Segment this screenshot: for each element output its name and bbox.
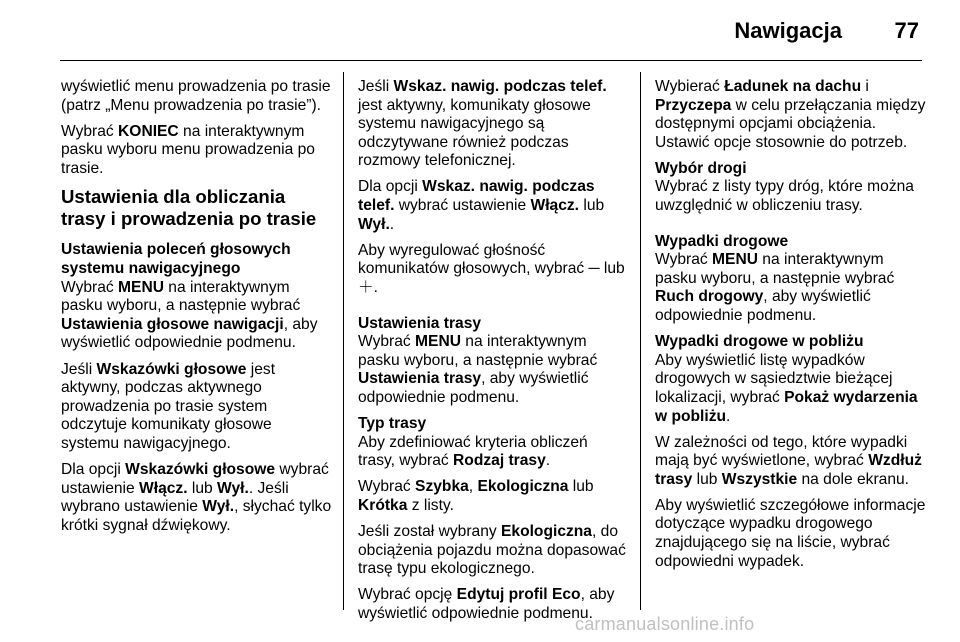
text: . — [726, 407, 731, 425]
text: Jeśli został wybrany — [358, 522, 501, 540]
paragraph — [655, 333, 929, 426]
menu-term: Wył. — [217, 479, 249, 497]
text: , — [468, 478, 478, 496]
page-title: Nawigacja — [734, 18, 842, 43]
text: . — [389, 215, 395, 233]
paragraph: Aby wyświetlić szczegółowe informacje dotyczące wypadku drogowego znajdującego się na liście, wybrać odpowiedni wypadek. — [655, 496, 926, 570]
text: i — [861, 78, 869, 95]
paragraph: wyświetlić menu prowadzenia po trasie (patrz „Menu prowadzenia po trasie”). — [61, 78, 331, 114]
paragraph — [61, 361, 333, 454]
menu-term: Wskazówki głosowe — [96, 360, 247, 378]
text: Wybrać — [61, 278, 119, 296]
text: na interaktywnym pasku wyboru, a następnie wybrać — [655, 251, 895, 287]
page-number: 77 — [894, 18, 919, 43]
text: Wybrać z listy typy dróg, które można uwzględnić w obliczeniu trasy. — [655, 178, 914, 215]
subheading: Ustawienia trasy — [358, 314, 482, 332]
menu-term: Edytuj profil Eco — [456, 586, 581, 604]
menu-term: Wszystkie — [721, 470, 798, 488]
menu-term: Wskaz. nawig. podczas telef. — [358, 178, 595, 215]
subheading: Ustawienia poleceń głosowych systemu nawigacyjnego — [61, 241, 291, 278]
menu-term: Włącz. — [139, 479, 188, 497]
menu-term: Wskazówki głosowe — [125, 461, 276, 478]
menu-term: Ruch drogowy — [655, 288, 764, 306]
text: na dole ekranu. — [797, 470, 910, 488]
column-1 — [61, 78, 333, 543]
text: Wybierać — [655, 78, 725, 95]
text: . Jeśli wybrano ustawienie — [61, 479, 289, 516]
menu-term: MENU — [415, 333, 461, 351]
text: Wybrać — [358, 478, 416, 496]
column-2 — [358, 78, 628, 631]
text: lub — [692, 470, 722, 488]
paragraph — [358, 315, 628, 408]
text: jest aktywny, komunikaty głosowe systemu nawigacyjnego są odczytywane również podczas rozmowy telefonicznej. — [358, 96, 591, 170]
paragraph — [61, 241, 333, 353]
subheading: Wybór drogi — [655, 159, 747, 177]
paragraph: Aby wyregulować głośność komunikatów głosowych, wybrać ─ lub ＋. — [358, 241, 625, 296]
menu-term: Wył. — [358, 215, 390, 233]
paragraph — [358, 415, 628, 471]
menu-term: MENU — [118, 278, 164, 296]
paragraph — [61, 123, 333, 179]
menu-term: Krótka — [358, 496, 408, 514]
paragraph — [358, 478, 628, 515]
subheading: Wypadki drogowe — [655, 232, 789, 250]
text: . — [545, 452, 551, 470]
paragraph — [655, 434, 929, 490]
page-header — [0, 0, 960, 62]
paragraph — [358, 523, 628, 579]
menu-term: Włącz. — [530, 197, 580, 215]
menu-term: Ładunek na dachu — [724, 78, 862, 95]
menu-term: KONIEC — [118, 122, 179, 140]
text: w celu przełączania między dostępnymi opcjami obciążenia. Ustawić opcje stosownie do potrzeb. — [655, 96, 926, 151]
text: z listy. — [407, 496, 454, 514]
text: Dla opcji — [61, 461, 126, 478]
subheading: Typ trasy — [358, 415, 427, 432]
paragraph — [61, 461, 333, 535]
text: wybrać ustawienie — [61, 461, 329, 497]
text: Aby wyświetlić listę wypadków drogowych w sąsiedztwie bieżącej lokalizacji, wybrać — [655, 351, 893, 406]
menu-term: MENU — [712, 251, 758, 269]
text: , aby wyświetlić odpowiednie podmenu. — [358, 586, 615, 622]
watermark: carmanualsonline.info — [575, 614, 755, 634]
text: Dla opcji — [358, 178, 423, 196]
subheading: Wypadki drogowe w pobliżu — [655, 333, 864, 351]
paragraph — [655, 160, 929, 216]
text: na interaktywnym pasku wyboru menu prowadzenia po trasie. — [61, 122, 315, 177]
column-divider — [343, 72, 344, 610]
text: , do obciążenia pojazdu można dopasować trasę typu ekologicznego. — [358, 522, 626, 578]
menu-term: Wzdłuż trasy — [655, 452, 922, 488]
paragraph — [655, 233, 929, 326]
text: Jeśli — [61, 360, 97, 378]
text: na interaktywnym pasku wyboru, a następnie wybrać — [358, 333, 598, 369]
paragraph — [655, 78, 929, 152]
menu-term: Ustawienia głosowe nawigacji — [61, 315, 284, 333]
text: Wybrać — [61, 122, 119, 140]
text: wybrać ustawienie — [394, 197, 531, 215]
text: Wybrać opcję — [358, 586, 457, 604]
text: Wybrać — [358, 333, 416, 351]
text: W zależności od tego, które wypadki mają być wyświetlone, wybrać — [655, 433, 908, 470]
paragraph — [358, 78, 628, 171]
text: , aby wyświetlić odpowiednie podmenu. — [61, 315, 318, 352]
header-rule — [60, 60, 922, 61]
menu-term: Przyczepa — [655, 96, 732, 114]
text: na interaktywnym pasku wyboru, a następnie wybrać — [61, 278, 301, 315]
menu-term: Ekologiczna — [501, 522, 592, 540]
text: Jeśli — [358, 78, 394, 95]
text: Aby zdefiniować kryteria obliczeń trasy, wybrać — [358, 433, 588, 470]
menu-term: Ustawienia trasy — [358, 370, 482, 388]
text: Wybrać — [655, 251, 713, 269]
text: lub — [187, 479, 218, 497]
text: lub — [568, 478, 594, 496]
menu-term: Ekologiczna — [477, 478, 569, 496]
text: , aby wyświetlić odpowiednie podmenu. — [655, 288, 871, 325]
text: jest aktywny, podczas aktywnego prowadzenia po trasie system odczytuje komunikaty głosowe systemu nawigacyjnego. — [61, 360, 276, 452]
menu-term: Wskaz. nawig. podczas telef. — [393, 78, 607, 95]
text: lub — [579, 197, 605, 215]
column-divider — [640, 72, 641, 610]
text: , aby wyświetlić odpowiednie podmenu. — [358, 370, 589, 406]
menu-term: Szybka — [415, 478, 469, 496]
menu-term: Rodzaj trasy — [453, 452, 546, 470]
menu-term: Pokaż wydarzenia w pobliżu — [655, 388, 918, 425]
text: , słychać tylko krótki sygnał dźwiękowy. — [61, 498, 332, 534]
section-heading: Ustawienia dla obliczania trasy i prowadzenia po trasie — [61, 186, 317, 230]
menu-term: Wył. — [202, 498, 235, 516]
column-3 — [655, 78, 929, 579]
paragraph — [358, 178, 628, 234]
